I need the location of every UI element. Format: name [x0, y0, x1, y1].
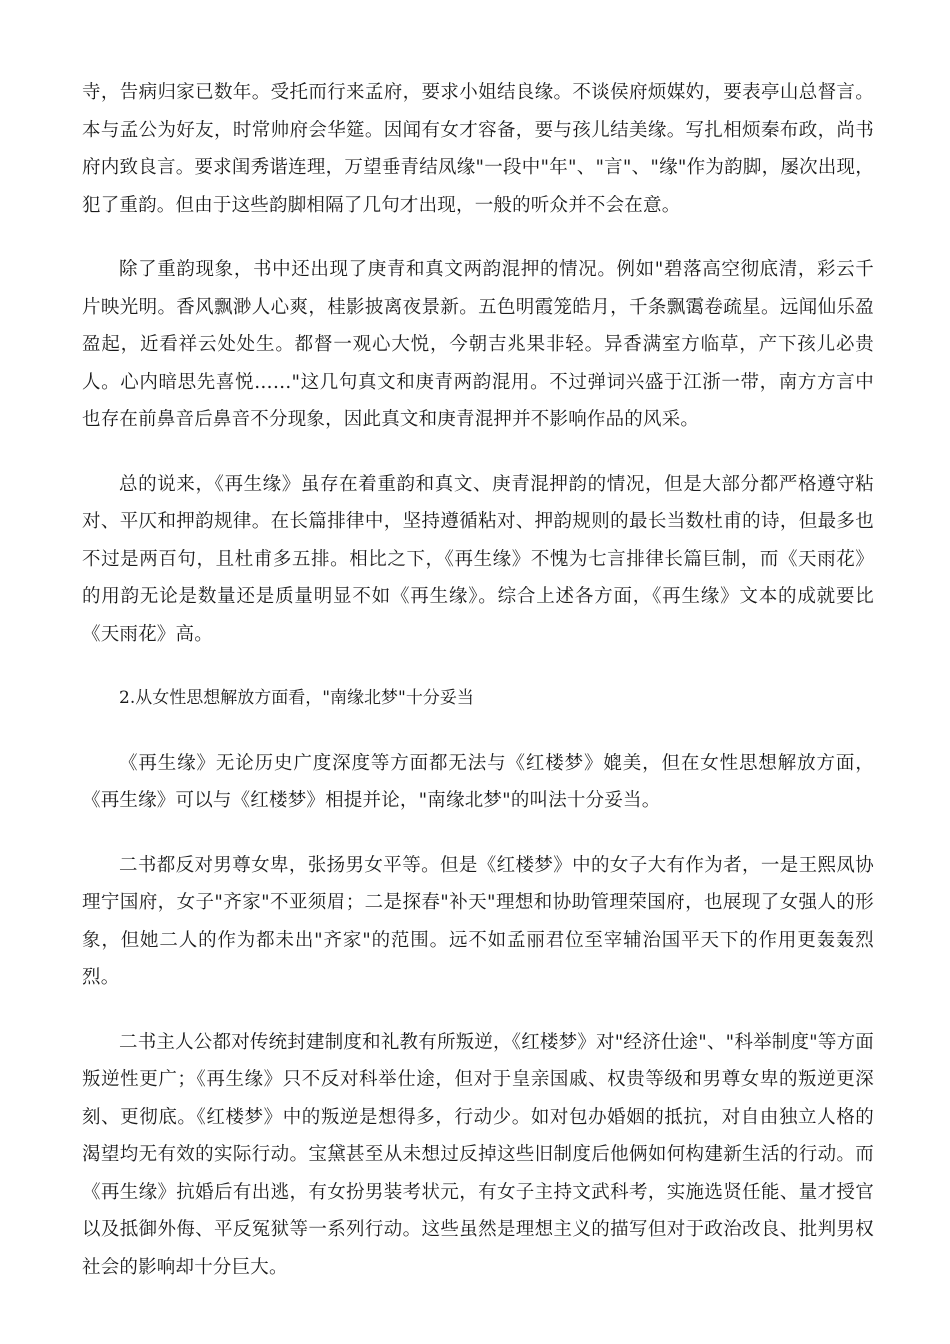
document-page [82, 74, 874, 1313]
paragraph-2: 除了重韵现象，书中还出现了庚青和真文两韵混押的情况。例如"碧落高空彻底清，彩云千片映光明。香风飘渺人心爽，桂影披离夜景新。五色明霞笼皓月，千条飘霭卷疏星。远闻仙乐盈盈起，近看祥云处处生。都督一观心大悦，今朝吉兆果非轻。异香满室方临草，产下孩儿必贵人。心内暗思先喜悦……"这几句真文和庚青两韵混用。不过弹词兴盛于江浙一带，南方方言中也存在前鼻音后鼻音不分现象，因此真文和庚青混押并不影响作品的风采。 [82, 259, 874, 430]
section-heading: 2.从女性思想解放方面看，"南缘北梦"十分妥当 [119, 688, 474, 708]
paragraph-1: 寺，告病归家已数年。受托而行来孟府，要求小姐结良缘。不谈侯府烦媒妁，要表亭山总督言。本与孟公为好友，时常帅府会华筵。因闻有女才容备，要与孩儿结美缘。写扎相烦秦布政，尚书府内致良言。要求闺秀谐连理，万望垂青结凤缘"一段中"年"、"言"、"缘"作为韵脚，屡次出现，犯了重韵。但由于这些韵脚相隔了几句才出现，一般的听众并不会在意。 [82, 82, 874, 216]
paragraph-6: 二书主人公都对传统封建制度和礼教有所叛逆，《红楼梦》对"经济仕途"、"科举制度"等方面叛逆性更广；《再生缘》只不反对科举仕途，但对于皇亲国戚、权贵等级和男尊女卑的叛逆更深刻、更彻底。《红楼梦》中的叛逆是想得多，行动少。如对包办婚姻的抵抗，对自由独立人格的渴望均无有效的实际行动。宝黛甚至从未想过反掉这些旧制度后他俩如何构建新生活的行动。而《再生缘》抗婚后有出逃，有女扮男装考状元，有女子主持文武科考，实施选贤任能、量才授官以及抵御外侮、平反冤狱等一系列行动。这些虽然是理想主义的描写但对于政治改良、批判男权社会的影响却十分巨大。 [82, 1031, 874, 1278]
paragraph-4: 《再生缘》无论历史广度深度等方面都无法与《红楼梦》媲美，但在女性思想解放方面，《再生缘》可以与《红楼梦》相提并论，"南缘北梦"的叫法十分妥当。 [82, 752, 874, 811]
paragraph-5: 二书都反对男尊女卑，张扬男女平等。但是《红楼梦》中的女子大有作为者，一是王熙凤协理宁国府，女子"齐家"不亚须眉；二是探春"补天"理想和协助管理荣国府，也展现了女强人的形象，但她二人的作为都未出"齐家"的范围。远不如孟丽君位至宰辅治国平天下的作用更轰轰烈烈。 [82, 854, 874, 988]
paragraph-3: 总的说来，《再生缘》虽存在着重韵和真文、庚青混押韵的情况，但是大部分都严格遵守粘对、平仄和押韵规律。在长篇排律中，坚持遵循粘对、押韵规则的最长当数杜甫的诗，但最多也不过是两百句，且杜甫多五排。相比之下，《再生缘》不愧为七言排律长篇巨制，而《天雨花》的用韵无论是数量还是质量明显不如《再生缘》。综合上述各方面，《再生缘》文本的成就要比《天雨花》高。 [82, 473, 874, 645]
